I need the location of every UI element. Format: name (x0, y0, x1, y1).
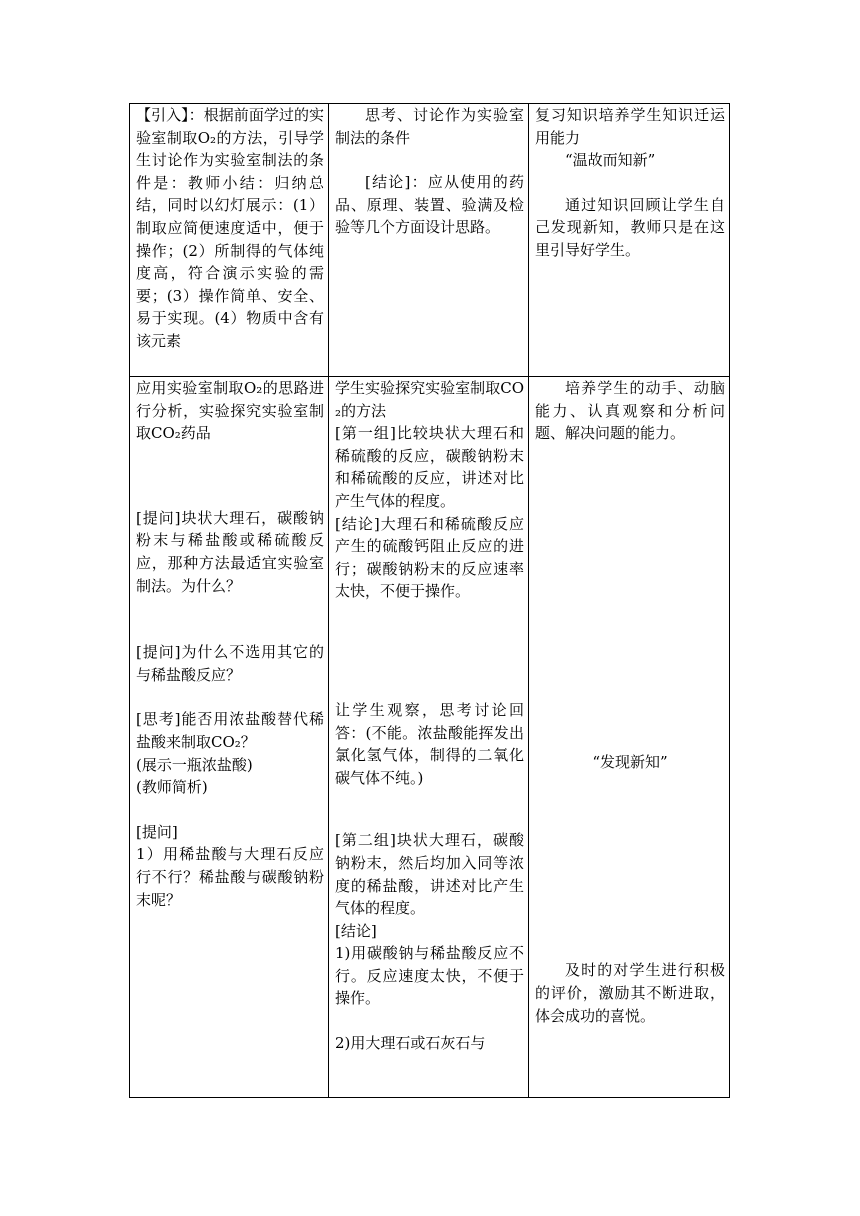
student-conclusion-text: [结论]：应从使用的药品、原理、装置、验满及检验等几个方面设计思路。 (335, 173, 524, 237)
student-think-text: 思考、讨论作为实验室制法的条件 (335, 106, 524, 147)
student-answer-text: 让学生观察，思考讨论回答：(不能。浓盐酸能挥发出氯化氢气体，制得的二氧化碳气体不纯。) (335, 700, 524, 787)
teacher-demo-text: (展示一瓶浓盐酸) (136, 755, 253, 774)
teacher-analysis-text: (教师简析) (136, 778, 208, 797)
teacher-question-text: [提问]为什么不选用其它的与稀盐酸反应？ (136, 643, 324, 684)
student-conclusion-text: [结论]大理石和稀硫酸反应产生的硫酸钙阻止反应的进行；碳酸钠粉末的反应速率太快，不便于操作。 (335, 514, 524, 601)
intent-text: 及时的对学生进行积极的评价，激励其不断进取，体会成功的喜悦。 (535, 961, 725, 1025)
teacher-text: 应用实验室制取O₂的思路进行分析，实验探究实验室制取CO₂药品 (136, 379, 324, 443)
design-intent-cell (529, 104, 730, 377)
student-group2-text: [第二组]块状大理石，碳酸钠粉末，然后均加入同等浓度的稀盐酸，讲述对比产生气体的程度。 (335, 831, 524, 918)
table-row (130, 104, 730, 377)
teacher-question-label: [提问] (136, 822, 178, 841)
teacher-question-text: [提问]块状大理石，碳酸钠粉末与稀盐酸或稀硫酸反应，那种方法最适宜实验室制法。为什么？ (136, 508, 324, 595)
student-activity-cell (329, 104, 529, 377)
teacher-activity-cell (130, 377, 329, 1098)
student-conclusion-label: [结论] (335, 921, 377, 940)
intent-quote: “温故而知新” (565, 151, 656, 170)
teacher-question-text: 1）用稀盐酸与大理石反应行不行？稀盐酸与碳酸钠粉末呢？ (136, 845, 324, 909)
student-group1-text: [第一组]比较块状大理石和稀硫酸的反应，碳酸钠粉末和稀硫酸的反应，讲述对比产生气体的程度。 (335, 424, 524, 510)
intent-text: 培养学生的动手、动脑能力、认真观察和分析问题、解决问题的能力。 (535, 379, 725, 443)
student-activity-cell (329, 377, 529, 1098)
teacher-think-text: [思考]能否用浓盐酸替代稀盐酸来制取CO₂？ (136, 710, 324, 751)
teacher-intro-text: 【引入】：根据前面学过的实验室制取O₂的方法，引导学生讨论作为实验室制法的条件是：教师小结：归纳总结，同时以幻灯展示：(1）制取应简便速度适中，便于操作；(2）所制得的气体纯度高，符合演示实验的需要；(3）操作简单、安全、易于实现。(4）物质中含有该元素 (136, 106, 324, 350)
student-conclusion-text: 1)用碳酸钠与稀盐酸反应不行。反应速度太快，不便于操作。 (335, 944, 524, 1008)
table-row (130, 377, 730, 1098)
design-intent-cell (529, 377, 730, 1098)
intent-quote: “发现新知” (592, 752, 668, 771)
student-conclusion-text: 2)用大理石或石灰石与 (335, 1034, 486, 1053)
lesson-plan-table (129, 103, 730, 1098)
student-text: 学生实验探究实验室制取CO₂的方法 (335, 379, 524, 420)
teacher-activity-cell (130, 104, 329, 377)
intent-text: 通过知识回顾让学生自己发现新知，教师只是在这里引导好学生。 (535, 195, 725, 259)
intent-text: 复习知识培养学生知识迁运用能力 (535, 106, 725, 147)
